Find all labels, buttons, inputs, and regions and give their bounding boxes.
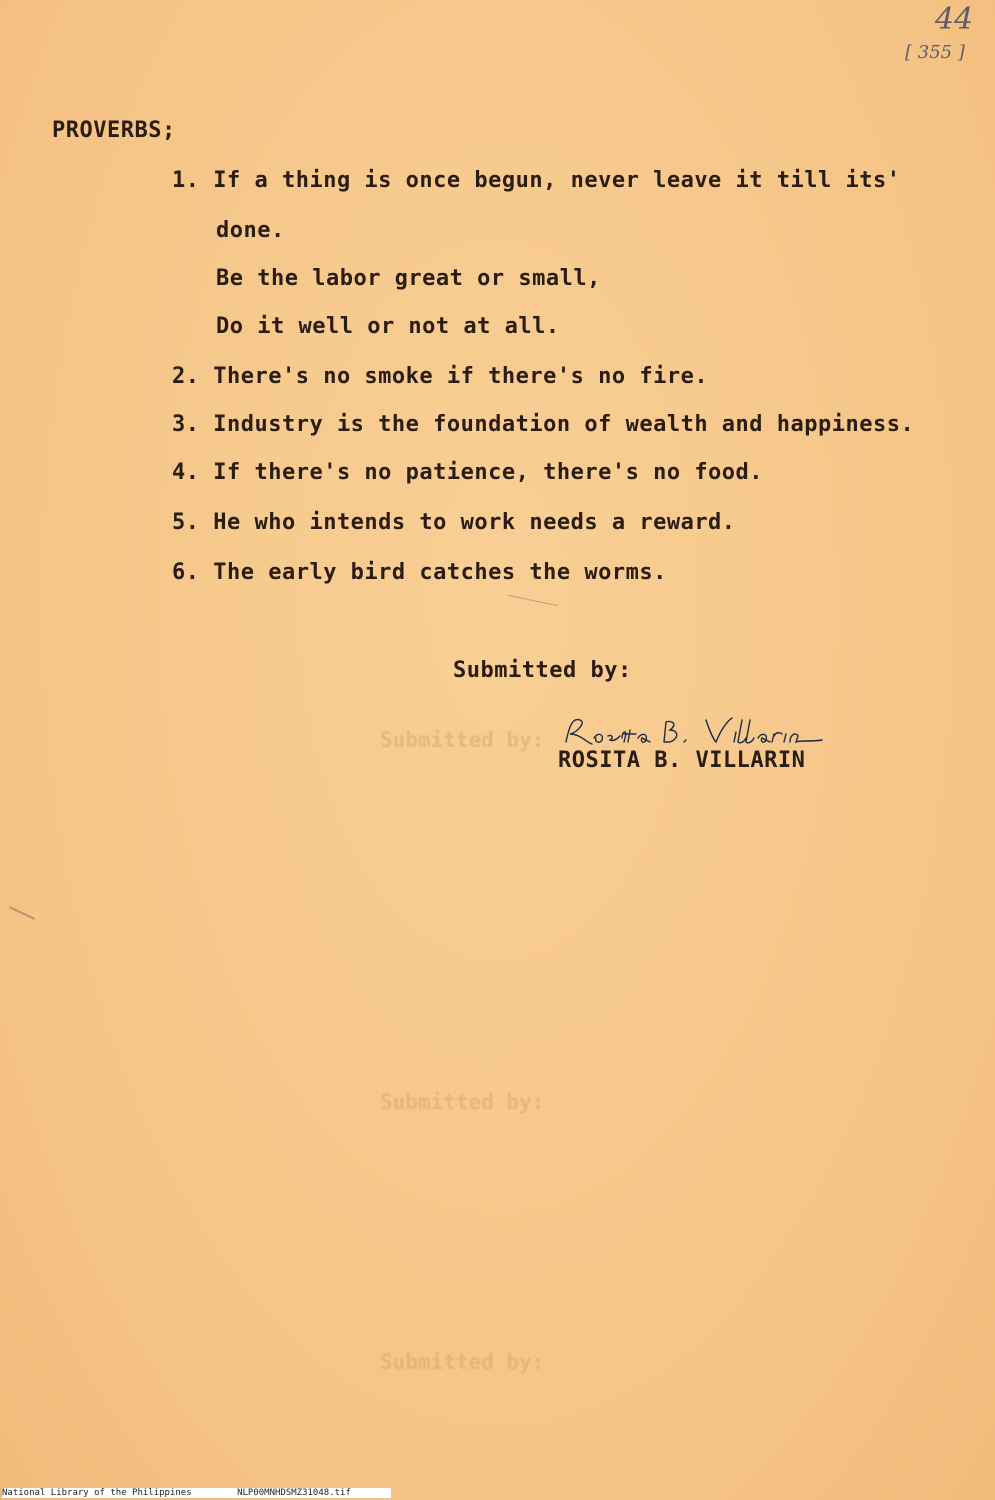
- proverb-line: 2. There's no smoke if there's no fire.: [172, 364, 709, 389]
- footer-filename: NLP00MNHDSMZ31048.tif: [237, 1488, 351, 1498]
- ghost-line: Submitted by:: [380, 728, 545, 752]
- submitter-name: ROSITA B. VILLARIN: [558, 748, 806, 773]
- proverb-line: Do it well or not at all.: [216, 314, 560, 339]
- proverb-line: done.: [216, 218, 285, 243]
- ghost-line: Submitted by:: [380, 1350, 545, 1374]
- signature: [560, 712, 830, 752]
- page-number-top: 44: [935, 2, 974, 37]
- proverb-line: 1. If a thing is once begun, never leave it till its': [172, 168, 901, 193]
- submitted-label: Submitted by:: [453, 658, 632, 683]
- page-heading: PROVERBS;: [52, 118, 176, 143]
- page-number-bottom: [ 355 ]: [905, 42, 965, 63]
- proverb-line: 3. Industry is the foundation of wealth and happiness.: [172, 412, 915, 437]
- proverb-line: 5. He who intends to work needs a reward.: [172, 510, 736, 535]
- ghost-line: Submitted by:: [380, 1090, 545, 1114]
- proverb-line: 6. The early bird catches the worms.: [172, 560, 667, 585]
- scan-footer: [2, 1488, 391, 1498]
- stray-mark: [508, 595, 557, 606]
- proverb-line: Be the labor great or small,: [216, 266, 601, 291]
- stray-mark: [9, 906, 35, 920]
- footer-institution: National Library of the Philippines: [2, 1488, 192, 1498]
- proverb-line: 4. If there's no patience, there's no food.: [172, 460, 764, 485]
